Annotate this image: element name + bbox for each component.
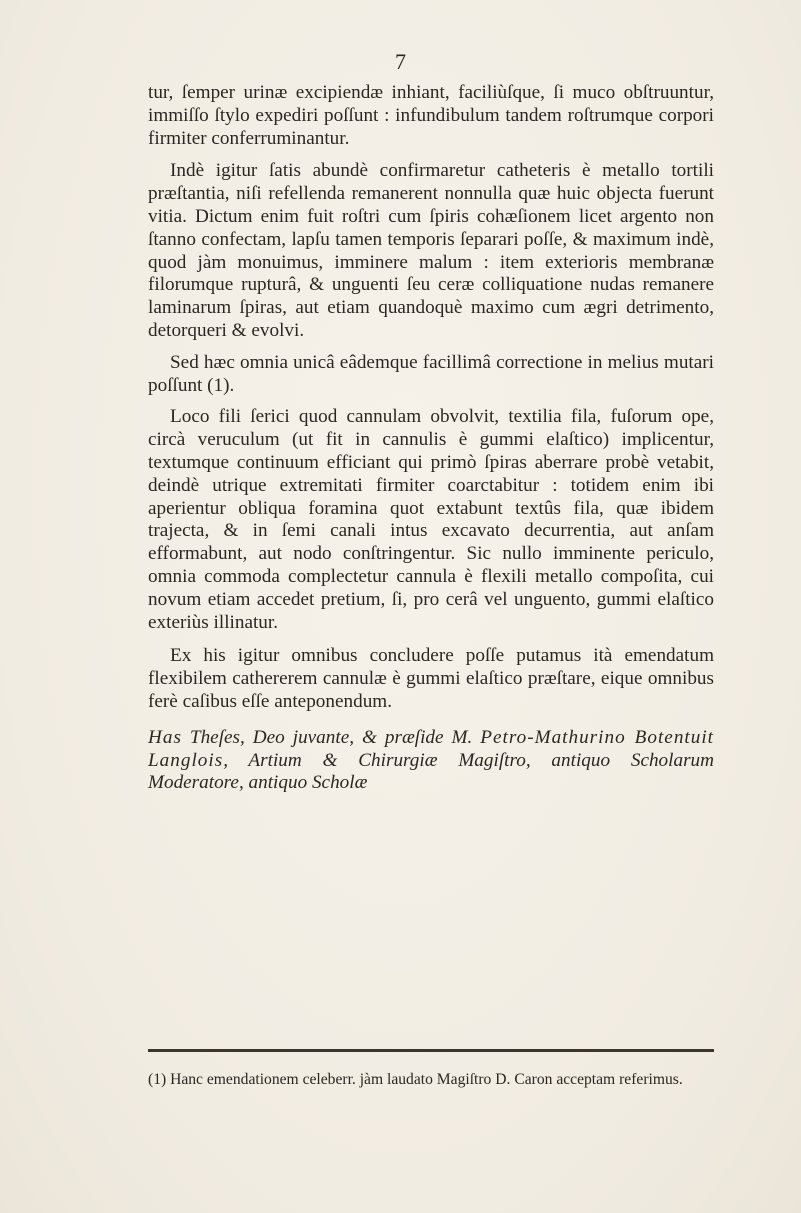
thesis-lead: Has (148, 726, 182, 748)
thesis-author-name: Petro-Mathurino Botentuit Langlois (148, 726, 714, 771)
thesis-text-2: , Artium & Chirurgiæ Magiſtro, antiquo Scholarum Moderatore, antiquo Scholæ (148, 749, 714, 794)
footnote-divider (148, 1049, 714, 1052)
footnote: (1) Hanc emendationem celeberr. jàm laudato Magiſtro D. Caron acceptam referimus. (148, 1071, 683, 1088)
paragraph-conclusion: Ex his igitur omnibus concludere poſſe putamus ità emendatum flexibilem cathererem cannulæ è gummi elaſtico præſtare, eique omnibus ferè caſibus eſſe anteponendum. (148, 645, 714, 712)
paragraph-catheter-defects: Indè igitur ſatis abundè confirmaretur catheteris è metallo tortili præſtantia, niſi refellenda remanerent nonnulla quæ huic objecta fuerunt vitia. Dictum enim fuit roſtri cum ſpiris cohæſionem licet argento non ſtanno confectam, lapſu tamen temporis ſeparari poſſe, & maximum indè, quod jàm monuimus, imminere malum : item exterioris membranæ filorumque rupturâ, & unguenti ſeu ceræ colliquatione nudas remanere laminarum ſpiras, aut etiam quandoquè maximo cum ægri detrimento, detorqueri & evolvi. (148, 160, 714, 341)
thesis-dedication (148, 727, 714, 795)
thesis-text-1: Theſes, Deo juvante, & præſide M. (181, 726, 481, 748)
paragraph-correction: Sed hæc omnia unicâ eâdemque facillimâ correctione in melius mutari poſſunt (1). (148, 351, 714, 396)
paragraph-textile-method: Loco fili ſerici quod cannulam obvolvit, textilia fila, fuſorum ope, circà veruculum (ut fit in cannulis è gummi elaſtico) implicentur, textumque continuum efficiant qui primò ſpiras aberrare probè vetabit, deindè utrique extremitati firmiter coarctabitur : totidem enim ibi aperientur obliqua foramina quot extabunt textûs fila, quæ ibidem trajecta, & in ſemi canali intus excavato decurrentia, aut anſam efformabunt, aut nodo conſtringentur. Sic nullo imminente periculo, omnia commoda complectetur cannula è flexili metallo compoſita, cui novum etiam accedet pretium, ſi, pro cerâ vel unguento, gummi elaſtico exteriùs illinatur. (148, 406, 714, 633)
page-number: 7 (395, 49, 406, 74)
paragraph-continuation: tur, ſemper urinæ excipiendæ inhiant, faciliùſque, ſi muco obſtruuntur, immiſſo ſtylo expediri poſſunt : infundibulum tandem roſtrumque corpori firmiter conferruminantur. (148, 82, 714, 149)
body-text (148, 82, 714, 795)
